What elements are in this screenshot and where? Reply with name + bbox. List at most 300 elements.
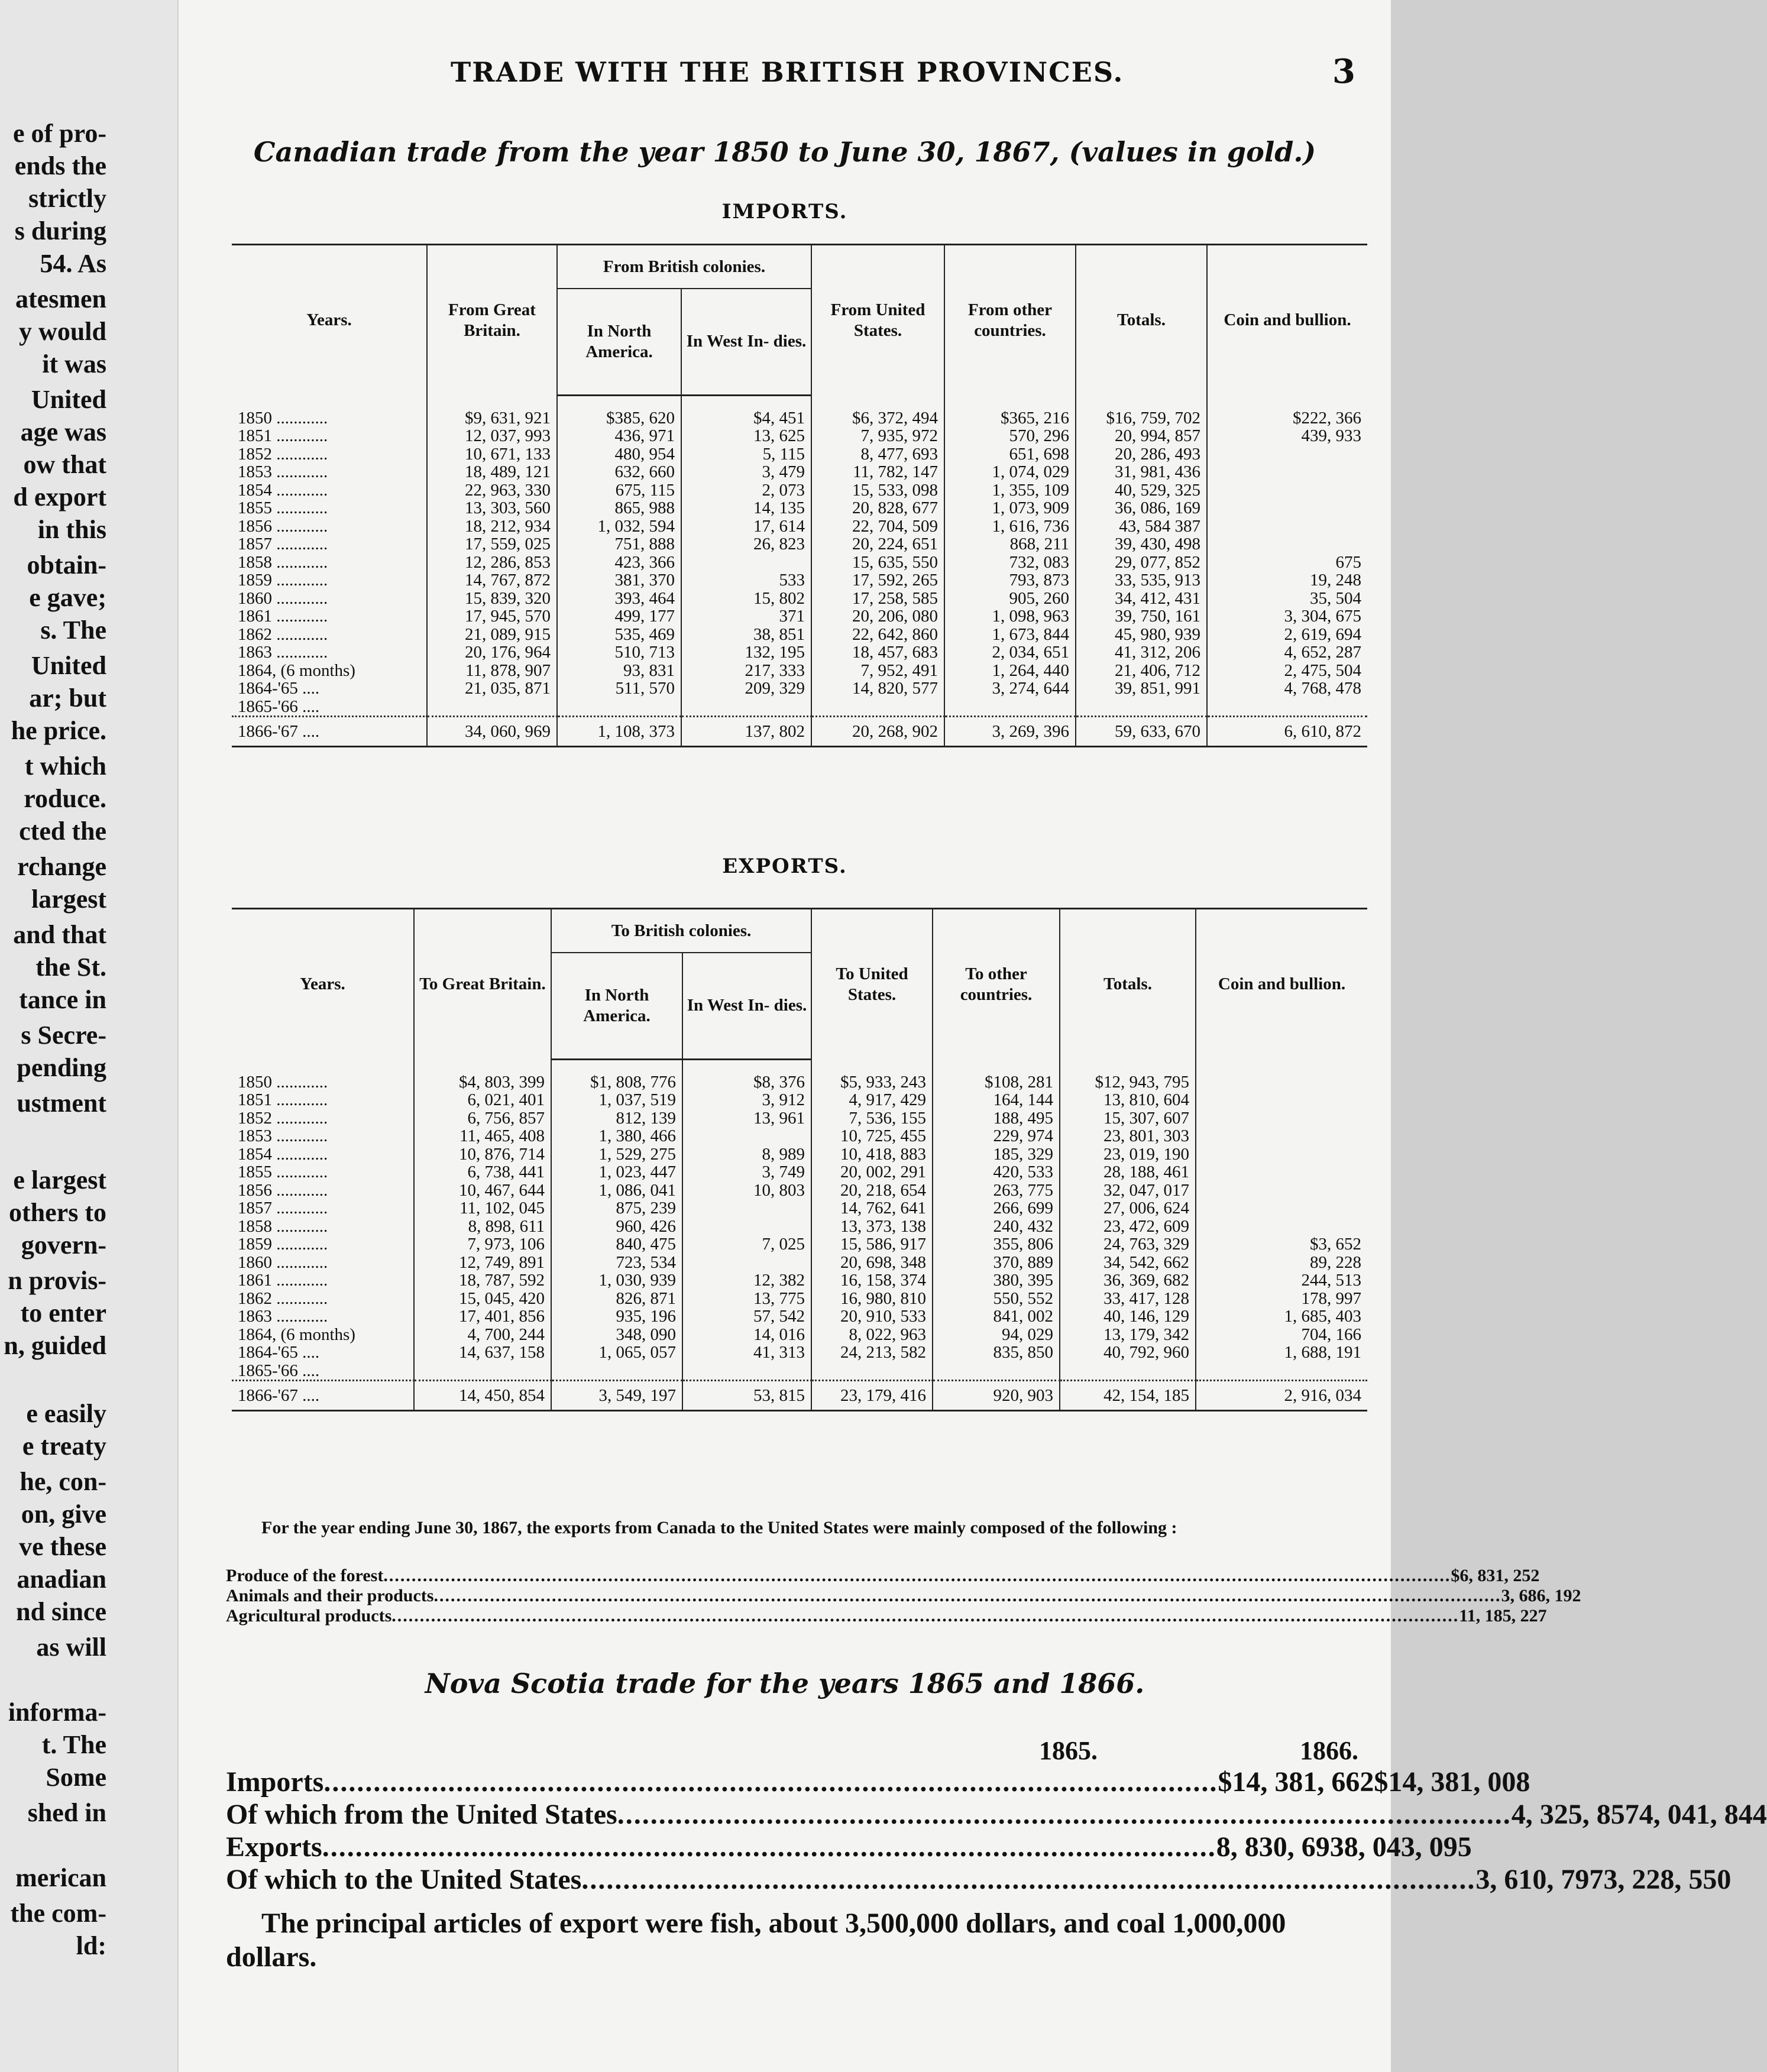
value-cell: 13, 810, 604: [1060, 1091, 1196, 1109]
exports-header-great-britain: To Great Britain.: [414, 909, 551, 1060]
value-cell: 42, 154, 185: [1060, 1381, 1196, 1411]
value-cell: 137, 802: [681, 717, 811, 747]
exports-header-united-states: To United States.: [811, 909, 933, 1060]
value-cell: [1196, 1091, 1367, 1109]
value-cell: 1, 529, 275: [551, 1145, 682, 1164]
value-cell: 18, 787, 592: [414, 1271, 551, 1290]
product-value: 11, 185, 227: [1459, 1606, 1547, 1626]
left-margin-line: the St.: [35, 953, 106, 982]
value-cell: [944, 698, 1076, 717]
table-row: [232, 1163, 1367, 1181]
table-row: [232, 535, 1367, 553]
exports-table: [232, 908, 1367, 1411]
table-row: [232, 553, 1367, 572]
value-cell: 36, 369, 682: [1060, 1271, 1196, 1290]
value-cell: 22, 704, 509: [811, 517, 944, 536]
value-cell: [933, 1362, 1060, 1381]
value-cell: [682, 1127, 811, 1145]
value-cell: 27, 006, 624: [1060, 1199, 1196, 1218]
left-margin-line: s. The: [40, 616, 106, 645]
value-cell: 1, 074, 029: [944, 463, 1076, 481]
value-cell: 20, 828, 677: [811, 499, 944, 517]
page: [179, 0, 1767, 2072]
left-margin-line: d export: [13, 483, 106, 511]
table-row: [232, 1091, 1367, 1109]
value-cell: 3, 274, 644: [944, 679, 1076, 698]
value-cell: 7, 935, 972: [811, 427, 944, 445]
page-number: 3: [1332, 52, 1355, 91]
left-margin-line: strictly: [28, 184, 106, 213]
exports-rows: [232, 1059, 1367, 1411]
value-cell: 439, 933: [1301, 426, 1361, 445]
value-cell: 21, 406, 712: [1076, 662, 1207, 680]
product-label: Animals and their products: [226, 1586, 434, 1605]
table-row: [232, 463, 1367, 481]
left-margin-line: ustment: [17, 1089, 106, 1118]
value-cell: 20, 286, 493: [1076, 445, 1207, 464]
exports-header-coin: Coin and bullion.: [1196, 909, 1367, 1060]
left-margin-line: it was: [42, 349, 106, 378]
value-cell: 229, 974: [933, 1127, 1060, 1145]
value-cell: [1196, 1145, 1367, 1164]
value-cell: 420, 533: [933, 1163, 1060, 1181]
table-row: [232, 643, 1367, 662]
value-cell: 15, 839, 320: [427, 590, 557, 608]
value-cell: 1, 073, 909: [944, 499, 1076, 517]
year-cell: 1864, (6 months): [232, 1326, 414, 1344]
value-cell: [414, 1362, 551, 1381]
value-cell: 59, 633, 670: [1076, 717, 1207, 747]
product-value: $6, 831, 252: [1451, 1566, 1540, 1585]
value-cell: 29, 077, 852: [1076, 553, 1207, 572]
left-margin-line: he price.: [11, 716, 106, 745]
table-row: [232, 1181, 1367, 1200]
value-cell: [1196, 1109, 1367, 1128]
value-cell: 20, 176, 964: [427, 643, 557, 662]
value-cell: 793, 873: [944, 571, 1076, 590]
value-cell: 263, 775: [933, 1181, 1060, 1200]
year-cell: 1861 ............: [232, 1271, 414, 1290]
value-cell: $4, 451: [681, 409, 811, 428]
value-cell: 21, 089, 915: [427, 626, 557, 644]
value-cell: 2, 034, 651: [944, 643, 1076, 662]
left-margin-line: e of pro-: [12, 119, 106, 148]
table-row: [232, 571, 1367, 590]
value-cell: 1, 355, 109: [944, 481, 1076, 500]
value-cell: 3, 479: [681, 463, 811, 481]
value-cell: 164, 144: [933, 1091, 1060, 1109]
table-row: [232, 409, 1367, 428]
value-cell: 20, 994, 857: [1076, 427, 1207, 445]
value-cell: 12, 382: [682, 1271, 811, 1290]
year-cell: 1863 ............: [232, 643, 427, 662]
left-margin-line: anadian: [17, 1565, 106, 1594]
left-margin-line: tance in: [19, 985, 106, 1014]
value-cell: 723, 534: [551, 1254, 682, 1272]
value-cell: 132, 195: [681, 643, 811, 662]
value-cell: 33, 535, 913: [1076, 571, 1207, 590]
value-cell: 45, 980, 939: [1076, 626, 1207, 644]
table-row: [232, 662, 1367, 680]
value-cell: 20, 224, 651: [811, 535, 944, 553]
value-cell: [1207, 463, 1367, 481]
value-cell: 17, 258, 585: [811, 590, 944, 608]
value-cell: 1, 065, 057: [551, 1343, 682, 1362]
left-margin-line: 54. As: [40, 249, 106, 278]
value-cell: [1196, 1163, 1367, 1181]
table-row: [232, 1271, 1367, 1290]
value-cell: 17, 614: [681, 517, 811, 536]
value-cell: 2, 073: [681, 481, 811, 500]
value-cell: 24, 213, 582: [811, 1343, 933, 1362]
value-cell: 511, 570: [557, 679, 681, 698]
value-cell: 17, 401, 856: [414, 1307, 551, 1326]
value-cell: 348, 090: [551, 1326, 682, 1344]
value-cell: [427, 698, 557, 717]
value-cell: 20, 698, 348: [811, 1254, 933, 1272]
product-label: Agricultural products: [226, 1606, 392, 1626]
value-cell: 20, 002, 291: [811, 1163, 933, 1181]
value-cell: 89, 228: [1310, 1252, 1361, 1272]
value-cell: [682, 1199, 811, 1218]
year-cell: 1856 ............: [232, 1181, 414, 1200]
value-cell: 20, 218, 654: [811, 1181, 933, 1200]
year-cell: 1859 ............: [232, 571, 427, 590]
value-cell: 20, 910, 533: [811, 1307, 933, 1326]
table-row: [232, 1073, 1367, 1092]
value-cell: 3, 749: [682, 1163, 811, 1181]
value-cell: 7, 025: [682, 1235, 811, 1254]
table-row: [232, 1290, 1367, 1308]
nova-scotia-title: Nova Scotia trade for the years 1865 and 1866.: [425, 1668, 1145, 1699]
value-cell: 1, 685, 403: [1284, 1307, 1361, 1326]
value-cell: 16, 980, 810: [811, 1290, 933, 1308]
value-cell: 41, 313: [682, 1343, 811, 1362]
year-cell: 1853 ............: [232, 463, 427, 481]
value-cell: 39, 430, 498: [1076, 535, 1207, 553]
value-cell: $365, 216: [944, 409, 1076, 428]
value-cell: 178, 997: [1301, 1288, 1361, 1308]
imports-header-totals: Totals.: [1076, 245, 1207, 396]
value-cell: 13, 303, 560: [427, 499, 557, 517]
value-cell: 17, 559, 025: [427, 535, 557, 553]
value-cell: 393, 464: [557, 590, 681, 608]
value-cell: 11, 102, 045: [414, 1199, 551, 1218]
value-cell: 14, 762, 641: [811, 1199, 933, 1218]
value-cell: 10, 467, 644: [414, 1181, 551, 1200]
value-cell: 6, 756, 857: [414, 1109, 551, 1128]
value-cell: 39, 750, 161: [1076, 607, 1207, 626]
year-cell: 1852 ............: [232, 445, 427, 464]
left-margin-line: s Secre-: [21, 1021, 106, 1050]
nova-scotia-table: [226, 1736, 1767, 1896]
left-margin-line: e treaty: [22, 1432, 106, 1461]
value-cell: 15, 586, 917: [811, 1235, 933, 1254]
value-cell: 43, 584 387: [1076, 517, 1207, 536]
value-cell: 2, 619, 694: [1284, 624, 1361, 644]
left-margin-line: govern-: [21, 1231, 106, 1260]
value-cell: 920, 903: [933, 1381, 1060, 1411]
exports-heading: EXPORTS.: [722, 854, 847, 878]
imports-header-other: From other countries.: [944, 245, 1076, 396]
imports-rows: [232, 395, 1367, 747]
value-cell: 14, 820, 577: [811, 679, 944, 698]
canada-trade-title: Canadian trade from the year 1850 to June 30, 1867, (values in gold.): [253, 136, 1316, 168]
left-margin-line: on, give: [21, 1500, 106, 1529]
year-1865: 1865.: [1039, 1736, 1098, 1765]
value-cell: [1207, 535, 1367, 553]
product-list: [226, 1566, 1581, 1626]
table-row: [232, 698, 1367, 717]
value-cell: 13, 775: [682, 1290, 811, 1308]
value-cell: 244, 513: [1301, 1271, 1361, 1290]
value-cell: [1060, 1362, 1196, 1381]
table-row: [232, 607, 1367, 626]
left-margin-line: n provis-: [8, 1266, 106, 1295]
value-cell: 22, 963, 330: [427, 481, 557, 500]
value-cell: 8, 989: [682, 1145, 811, 1164]
value-cell: 12, 037, 993: [427, 427, 557, 445]
imports-header-north-america: In North America.: [557, 289, 681, 395]
value-cell: 4, 700, 244: [414, 1326, 551, 1344]
value-cell: 10, 671, 133: [427, 445, 557, 464]
value-cell: [1196, 1362, 1367, 1381]
nova-scotia-row: Of which from the United States ............................................................................................................ 4, 325, 857 4, 041, 844: [226, 1799, 1767, 1830]
left-margin-line: s during: [14, 216, 106, 245]
value-cell: 23, 019, 190: [1060, 1145, 1196, 1164]
left-margin-line: United: [31, 385, 106, 414]
left-margin-line: ow that: [23, 450, 106, 479]
left-margin-line: atesmen: [15, 284, 106, 313]
value-cell: 1, 086, 041: [551, 1181, 682, 1200]
value-cell: 3, 304, 675: [1284, 607, 1361, 626]
value-cell: 480, 954: [557, 445, 681, 464]
value-cell: 94, 029: [933, 1326, 1060, 1344]
value-cell: 10, 803: [682, 1181, 811, 1200]
imports-header-west-indies: In West In- dies.: [681, 289, 811, 395]
year-cell: 1865-'66 ....: [232, 698, 427, 717]
value-cell: $108, 281: [933, 1073, 1060, 1092]
value-cell: 7, 536, 155: [811, 1109, 933, 1128]
left-margin-line: United: [31, 651, 106, 680]
value-cell: 11, 465, 408: [414, 1127, 551, 1145]
value-cell: 13, 625: [681, 427, 811, 445]
value-cell: 17, 592, 265: [811, 571, 944, 590]
value-cell: 14, 767, 872: [427, 571, 557, 590]
left-margin-line: age was: [20, 417, 106, 446]
value-cell: 40, 792, 960: [1060, 1343, 1196, 1362]
value-cell: 1, 616, 736: [944, 517, 1076, 536]
value-cell: 1, 673, 844: [944, 626, 1076, 644]
value-cell: 40, 146, 129: [1060, 1307, 1196, 1326]
table-row: [232, 626, 1367, 644]
value-cell: 370, 889: [933, 1254, 1060, 1272]
value-cell: $385, 620: [557, 409, 681, 428]
value-cell: 26, 823: [681, 535, 811, 553]
left-margin-line: e largest: [13, 1166, 106, 1194]
value-cell: 33, 417, 128: [1060, 1290, 1196, 1308]
value-cell: $1, 808, 776: [551, 1073, 682, 1092]
value-cell: [1207, 698, 1367, 717]
value-cell: 7, 973, 106: [414, 1235, 551, 1254]
value-cell: 499, 177: [557, 607, 681, 626]
value-cell: 812, 139: [551, 1109, 682, 1128]
year-cell: 1857 ............: [232, 1199, 414, 1218]
product-value: 3, 686, 192: [1501, 1586, 1581, 1605]
value-cell: 355, 806: [933, 1235, 1060, 1254]
left-margin-line: n, guided: [4, 1331, 106, 1360]
value-cell: 6, 738, 441: [414, 1163, 551, 1181]
exports-header-colonies: To British colonies.: [551, 909, 811, 953]
year-cell: 1866-'67 ....: [232, 1381, 414, 1411]
value-cell: 6, 610, 872: [1207, 717, 1367, 747]
year-cell: 1861 ............: [232, 607, 427, 626]
value-cell: 266, 699: [933, 1199, 1060, 1218]
year-cell: 1850 ............: [232, 1073, 414, 1092]
imports-table: [232, 244, 1367, 747]
year-cell: 1862 ............: [232, 1290, 414, 1308]
value-cell: 835, 850: [933, 1343, 1060, 1362]
value-cell: 12, 749, 891: [414, 1254, 551, 1272]
value-cell: 1, 023, 447: [551, 1163, 682, 1181]
exports-header-west-indies: In West In- dies.: [682, 953, 811, 1059]
value-cell: $16, 759, 702: [1076, 409, 1207, 428]
total-row: [232, 1381, 1367, 1411]
value-cell: 188, 495: [933, 1109, 1060, 1128]
left-margin-line: informa-: [8, 1698, 106, 1727]
value-cell: [1196, 1181, 1367, 1200]
value-cell: 550, 552: [933, 1290, 1060, 1308]
value-cell: 15, 307, 607: [1060, 1109, 1196, 1128]
value-cell: 3, 549, 197: [551, 1381, 682, 1411]
table-row: [232, 1254, 1367, 1272]
value-cell: [1196, 1127, 1367, 1145]
value-cell: 13, 373, 138: [811, 1218, 933, 1236]
value-cell: 17, 945, 570: [427, 607, 557, 626]
value-cell: 10, 725, 455: [811, 1127, 933, 1145]
value-cell: 24, 763, 329: [1060, 1235, 1196, 1254]
left-margin-line: in this: [37, 515, 106, 544]
year-cell: 1858 ............: [232, 1218, 414, 1236]
left-margin-line: t. The: [41, 1730, 106, 1759]
table-row: [232, 1343, 1367, 1362]
table-row: [232, 590, 1367, 608]
value-cell: 36, 086, 169: [1076, 499, 1207, 517]
value-cell: 704, 166: [1301, 1325, 1361, 1344]
left-margin-line: he, con-: [20, 1467, 106, 1496]
table-row: [232, 445, 1367, 464]
value-cell: 2, 916, 034: [1196, 1381, 1367, 1411]
year-cell: 1855 ............: [232, 1163, 414, 1181]
value-cell: 34, 060, 969: [427, 717, 557, 747]
value-cell: 570, 296: [944, 427, 1076, 445]
left-margin-line: ve these: [19, 1532, 106, 1561]
year-cell: 1855 ............: [232, 499, 427, 517]
imports-header-coin: Coin and bullion.: [1207, 245, 1367, 396]
value-cell: [1196, 1199, 1367, 1218]
left-margin-line: shed in: [27, 1798, 106, 1827]
value-cell: 2, 475, 504: [1284, 661, 1361, 680]
value-cell: 935, 196: [551, 1307, 682, 1326]
product-row: Animals and their products .............................................................................................................................................................................................. 3, 686, 192: [226, 1586, 1581, 1605]
year-cell: 1851 ............: [232, 427, 427, 445]
value-cell: [1207, 499, 1367, 517]
value-cell: 4, 917, 429: [811, 1091, 933, 1109]
value-cell: $5, 933, 243: [811, 1073, 933, 1092]
value-cell: [551, 1362, 682, 1381]
value-cell: 905, 260: [944, 590, 1076, 608]
table-row: [232, 1145, 1367, 1164]
imports-header-united-states: From United States.: [811, 245, 944, 396]
value-cell: 3, 269, 396: [944, 717, 1076, 747]
table-row: [232, 1362, 1367, 1381]
value-cell: 510, 713: [557, 643, 681, 662]
left-margin-line: ar; but: [29, 684, 106, 713]
left-margin-line: y would: [19, 317, 106, 346]
value-cell: 14, 450, 854: [414, 1381, 551, 1411]
year-cell: 1860 ............: [232, 1254, 414, 1272]
year-cell: 1859 ............: [232, 1235, 414, 1254]
year-cell: 1850 ............: [232, 409, 427, 428]
value-cell: 1, 108, 373: [557, 717, 681, 747]
value-cell: 10, 876, 714: [414, 1145, 551, 1164]
year-cell: 1854 ............: [232, 1145, 414, 1164]
value-cell: 732, 083: [944, 553, 1076, 572]
value-cell: 533: [681, 571, 811, 590]
table-row: [232, 481, 1367, 500]
value-cell: 35, 504: [1310, 588, 1361, 608]
value-cell: [811, 698, 944, 717]
value-cell: 12, 286, 853: [427, 553, 557, 572]
value-cell: 34, 412, 431: [1076, 590, 1207, 608]
value-cell: [1196, 1218, 1367, 1236]
value-cell: 18, 489, 121: [427, 463, 557, 481]
value-cell: [1076, 698, 1207, 717]
left-margin-line: others to: [9, 1198, 106, 1227]
imports-header-colonies: From British colonies.: [557, 245, 811, 289]
value-cell: 40, 529, 325: [1076, 481, 1207, 500]
left-margin-line: to enter: [20, 1299, 106, 1328]
imports-heading: IMPORTS.: [721, 200, 848, 224]
table-row: [232, 1127, 1367, 1145]
left-page-fragment: [0, 0, 177, 2072]
value-cell: 21, 035, 871: [427, 679, 557, 698]
value-cell: 93, 831: [557, 662, 681, 680]
value-cell: $4, 803, 399: [414, 1073, 551, 1092]
value-cell: 14, 016: [682, 1326, 811, 1344]
value-cell: 15, 533, 098: [811, 481, 944, 500]
value-cell: 371: [681, 607, 811, 626]
value-cell: 19, 248: [1310, 571, 1361, 590]
value-cell: 23, 179, 416: [811, 1381, 933, 1411]
closing-paragraph: The principal articles of export were fish, about 3,500,000 dollars, and coal 1,000,000 dollars.: [226, 1908, 1286, 1973]
value-cell: [681, 553, 811, 572]
value-cell: 675: [1335, 552, 1361, 572]
table-row: [232, 1235, 1367, 1254]
year-cell: 1852 ............: [232, 1109, 414, 1128]
year-cell: 1857 ............: [232, 535, 427, 553]
value-cell: 865, 988: [557, 499, 681, 517]
value-cell: $8, 376: [682, 1073, 811, 1092]
value-cell: [1207, 481, 1367, 500]
exports-header-totals: Totals.: [1060, 909, 1196, 1060]
value-cell: [1207, 445, 1367, 464]
export-note: For the year ending June 30, 1867, the exports from Canada to the United States were mainly composed of the following :: [261, 1518, 1177, 1537]
value-cell: 20, 268, 902: [811, 717, 944, 747]
left-margin-line: ld:: [76, 1931, 106, 1960]
value-cell: 39, 851, 991: [1076, 679, 1207, 698]
value-cell: 841, 002: [933, 1307, 1060, 1326]
